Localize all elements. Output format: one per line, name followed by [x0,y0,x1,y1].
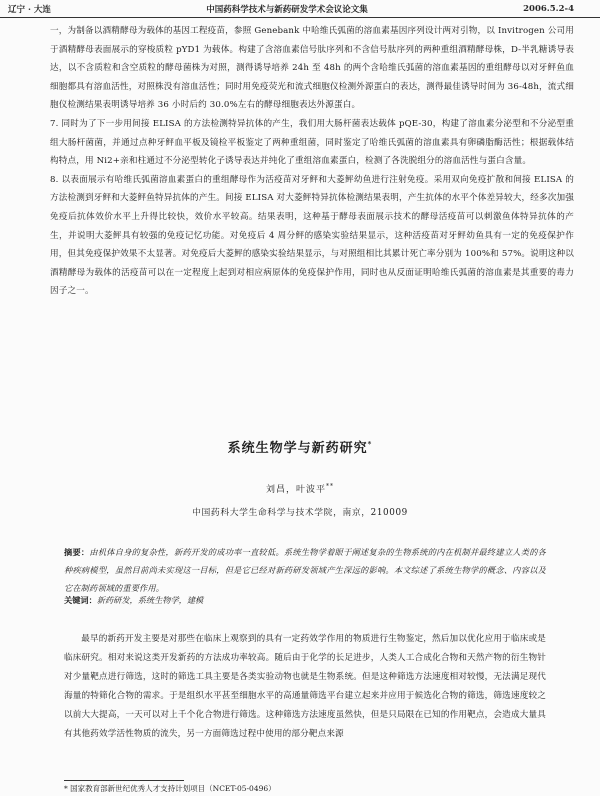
article-authors: 刘昌，叶波平** [265,483,334,495]
abstract [64,544,546,597]
header-left: 辽宁 · 大连 [8,4,51,15]
paragraph-8: 8. 以表面展示有哈维氏弧菌溶血素蛋白的重组酵母作为活疫苗对牙鲆和大菱鲆幼鱼进行注射免疫。采用双向免疫扩散和间接 ELISA 的方法检测到牙鲆和大菱鲆鱼特异抗体的产生。间接 ELISA 对大菱鲆特异抗体检测结果表明，产生抗体的水平个体差异较大，经多次加强免疫后抗体效价水平上升得比较快，效价水平较高。结果表明，这种基于酵母表面展示技术的酵母活疫苗可以刺激鱼体特异抗体的产生，并说明大菱鲆具有较强的免疫记忆功能。对免疫后 4 周分鲆的感染实验结果显示，这种活疫苗对牙鲆幼鱼具有一定的免疫保护作用，但其免疫保护效果不太显著。对免疫后大菱鲆的感染实验结果显示，与对照组相比其累计死亡率分别为 100%和 57%。说明这种以酒精酵母为载体的活疫苗可以在一定程度上起到对相应病原体的免疫保护作用，同时也从反面证明哈维氏弧菌的溶血素是其重要的毒力因子之一。 [50,174,574,297]
header-center: 中国药科学技术与新药研发学术会议论文集 [206,4,368,15]
paragraph-7: 7. 同时为了下一步用间接 ELISA 的方法检测特异抗体的产生，我们用大肠杆菌表达载体 pQE-30，构建了溶血素分泌型和不分泌型重组大肠杆菌菌，并通过点种牙鲆血平板及镜检平板鉴定了两种重组菌，同时鉴定了哈维氏弧菌的溶血素具有卵磷脂酶活性；根据载体结构特点，用 Ni2+亲和柱通过不分泌型转化子诱导表达并纯化了重组溶血素蛋白，检测了各洗脱组分的溶血活性与蛋白含量。 [50,118,574,167]
keywords-text: 新药研发，系统生物学，建模 [96,595,204,605]
keywords [64,595,546,606]
intro-paragraph: 最早的新药开发主要是对那些在临床上观察到的具有一定药效学作用的物质进行生物鉴定，然后加以优化应用于临床或是临床研究。相对来说这类开发新药的方法成功率较高。随后由于化学的长足进步，人类人工合成化合物和天然产物的衍生物针对少量靶点进行筛选，这时的筛选工具主要是各类实验动物也就是生物系统。但是这种筛选方法速度相对较慢，无法满足现代海量的特筛化合物的需求。于是组织水平甚至细胞水平的高通量筛选平台建立起来并应用于候选化合物的筛选，筛选速度较之以前大大提高，一天可以对上千个化合物进行筛选。这种筛选方法速度虽然快，但是只局限在已知的作用靶点，会造成大量具有其他药效学活性物质的流失，另一方面筛选过程中使用的部分靶点来源 [64,634,546,739]
article-title: 系统生物学与新药研究* [227,439,373,456]
abstract-text: 由机体自身的复杂性，新药开发的成功率一直较低。系统生物学着眼于阐述复杂的生物系统的内在机制并最终建立人类的各种疾病模型，虽然目前尚未实现这一目标，但是它已经对新药研发领域产生深远的影响。本文综述了系统生物学的概念、内容以及它在制药领域的重要作用。 [64,547,546,593]
introduction [64,630,546,744]
continued-text [50,22,574,301]
footnote-rule [64,780,184,781]
article-affiliation: 中国药科大学生命科学与技术学院，南京，210009 [192,508,408,518]
keywords-label: 关键词： [64,595,97,605]
header-right: 2006.5.2-4 [523,3,574,14]
footnote: * 国家教育部新世纪优秀人才支持计划项目（NCET-05-0496） [64,784,276,793]
abstract-label: 摘要： [64,547,90,557]
running-header [0,0,600,18]
paragraph-1: 一，为制备以酒精酵母为载体的基因工程疫苗，参照 Genebank 中哈维氏弧菌的溶血素基因序列设计两对引物，以 Invitrogen 公司用于酒精酵母表面展示的穿梭质粒 pYD1 为载体。构建了含溶血素信号肽序列和不含信号肽序列的两种重组酒精酵母株，D-半乳糖诱导表达，以不含质粒和含空质粒的酵母菌株为对照，测得诱导培养 24h 至 48h 的两个含哈维氏弧菌的溶血素基因的重组酵母以对牙鲆鱼血细胞都具有溶血活性，对照株没有溶血活性；同时用免疫荧光和流式细胞仪检测外源蛋白的表达，测得最佳诱导时间为 36-48h，流式细胞仪检测结果表明诱导培养 36 小时后约 30.0%左右的酵母细胞表达外源蛋白。 [50,26,574,111]
